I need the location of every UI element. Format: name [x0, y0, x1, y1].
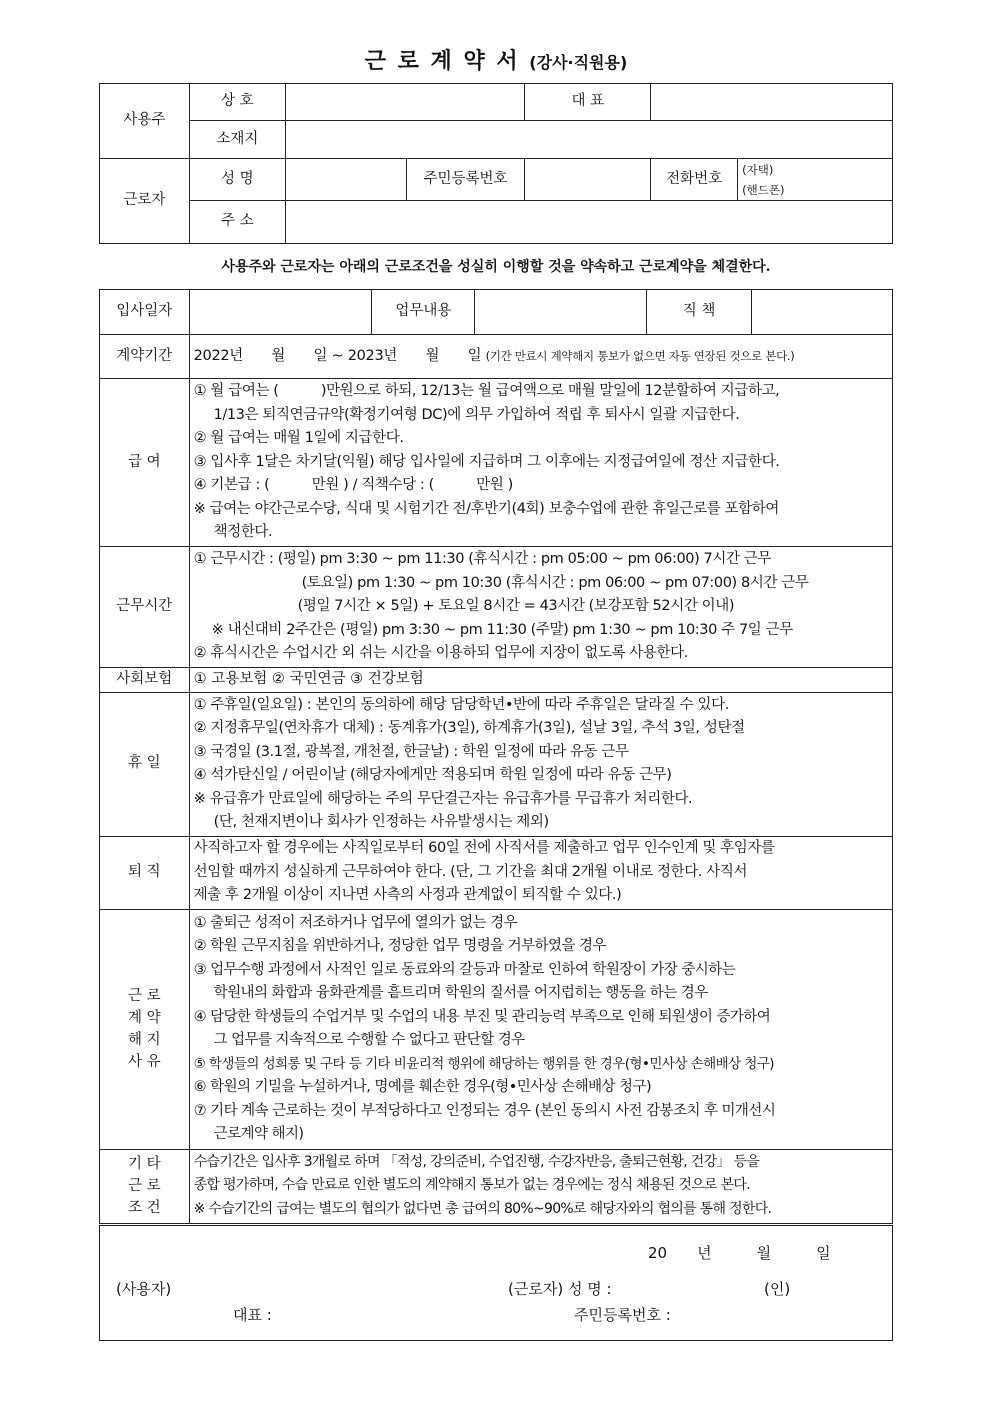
rrn-label: 주민등록번호	[406, 159, 525, 201]
pay-line: ② 월 급여는 매월 1일에 지급한다.	[193, 430, 404, 447]
signature-block	[99, 1225, 893, 1341]
resign-content	[189, 836, 892, 909]
rep-label: 대 표	[525, 84, 651, 121]
employer-rep-label[interactable]: 대표 :	[233, 1306, 272, 1324]
hours-line: ② 휴식시간은 수업시간 외 쉬는 시간을 이용하되 업무에 지장이 없도록 사용한다.	[193, 645, 688, 662]
pay-line: 책정한다.	[213, 524, 273, 541]
terms-table	[99, 289, 893, 1224]
hire-date-label: 입사일자	[100, 290, 190, 335]
termination-label-line: 사 유	[127, 1054, 161, 1070]
hours-content	[189, 547, 892, 668]
resign-line: 사직하고자 할 경우에는 사직일로부터 60일 전에 사직서를 제출하고 업무 인수인계 및 후임자를	[193, 840, 775, 857]
resign-line: 선임할 때까지 성실하게 근무하여야 한다. (단, 그 기간을 최대 2개월 이내로 정한다. 사직서	[193, 863, 748, 880]
hours-line: ① 근무시간 : (평일) pm 3:30 ~ pm 11:30 (휴식시간 : pm 05:00 ~ pm 06:00) 7시간 근무	[193, 551, 772, 568]
holidays-line: (단, 천재지변이나 회사가 인정하는 사유발생시는 제외)	[213, 814, 549, 830]
duty-label: 업무내용	[372, 290, 475, 335]
other-line: 수습기간은 입사후 3개월로 하며 「적성, 강의준비, 수업진행, 수강자반응, 출퇴근현황, 건강」 등을	[193, 1153, 760, 1170]
phone-home-label: (자택)	[742, 162, 774, 177]
employer-sign-label: (사용자)	[116, 1280, 172, 1298]
seal-mark: (인)	[764, 1280, 791, 1298]
holidays-line: ③ 국경일 (3.1절, 광복절, 개천절, 한글날) : 학원 일정에 따라 유동 근무	[193, 743, 629, 760]
period-note: (기간 만료시 계약해지 통보가 없으면 자동 연장된 것으로 본다.)	[485, 348, 795, 363]
pledge-text: 사용주와 근로자는 아래의 근로조건을 성실히 이행할 것을 약속하고 근로계약을 체결한다.	[221, 259, 771, 275]
worker-name-field[interactable]	[285, 159, 406, 201]
employer-address-label: 소재지	[189, 121, 285, 159]
worker-address-label: 주 소	[189, 201, 285, 244]
holidays-line: ② 지정휴무일(연차휴가 대체) : 동계휴가(3일), 하계휴가(3일), 설날 3일, 추석 3일, 성탄절	[193, 720, 745, 736]
title-main: 근 로 계 약 서	[364, 49, 520, 74]
termination-label-line: 해 지	[127, 1032, 161, 1048]
insurance-label: 사회보험	[100, 668, 190, 693]
pay-line: 1/13은 퇴직연금규약(확정기여형 DC)에 의무 가입하여 적립 후 퇴사시 일괄 지급한다.	[213, 406, 740, 423]
other-label-line: 근 로	[127, 1178, 161, 1194]
worker-address-field[interactable]	[285, 201, 892, 244]
other-content	[189, 1149, 892, 1223]
period-text: 2022년 월 일 ~ 2023년 월 일	[193, 347, 482, 364]
insurance-content: ① 고용보험 ② 국민연금 ③ 건강보험	[189, 668, 892, 693]
termination-line: ④ 담당한 학생들의 수업거부 및 수업의 내용 부진 및 관리능력 부족으로 인해 퇴원생이 증가하여	[193, 1008, 771, 1025]
other-label-line: 기 타	[127, 1156, 161, 1172]
resign-label: 퇴 직	[100, 836, 190, 909]
hours-line: (토요일) pm 1:30 ~ pm 10:30 (휴식시간 : pm 06:00 ~ pm 07:00) 8시간 근무	[301, 574, 809, 591]
worker-name-label: 성 명	[189, 159, 285, 201]
party-table	[99, 83, 893, 244]
holidays-line: ※ 유급휴가 만료일에 해당하는 주의 무단결근자는 유급휴가를 무급휴가 처리한다.	[193, 790, 693, 807]
holidays-content	[189, 692, 892, 836]
resign-line: 제출 후 2개월 이상이 지나면 사측의 사정과 관계없이 퇴직할 수 있다.)	[193, 887, 622, 904]
position-label: 직 책	[647, 290, 752, 335]
employer-label: 사용주	[100, 84, 190, 159]
holidays-label: 휴 일	[100, 692, 190, 836]
hours-line: (평일 7시간 × 5일) + 토요일 8시간 = 43시간 (보강포함 52시간 이내)	[297, 598, 735, 615]
termination-line: ① 출퇴근 성적이 저조하거나 업무에 열의가 없는 경우	[193, 914, 518, 931]
rep-field[interactable]	[651, 84, 893, 121]
holidays-line: ④ 석가탄신일 / 어린이날 (해당자에게만 적용되며 학원 일정에 따라 유동 근무)	[193, 767, 672, 783]
position-field[interactable]	[752, 290, 893, 335]
termination-line: ③ 업무수행 과정에서 사적인 일로 동료와의 갈등과 마찰로 인하여 학원장이 가장 중시하는	[193, 961, 736, 978]
termination-line: ⑥ 학원의 기밀을 누설하거나, 명예를 훼손한 경우(형•민사상 손해배상 청구)	[193, 1079, 652, 1095]
company-field[interactable]	[285, 84, 525, 121]
termination-line: 학원내의 화합과 융화관계를 흩트리며 학원의 질서를 어지럽히는 행동을 하는 경우	[213, 985, 708, 1001]
period-field[interactable]	[189, 335, 892, 379]
duty-field[interactable]	[475, 290, 647, 335]
pay-line: ③ 입사후 1달은 차기달(익월) 해당 입사일에 지급하며 그 이후에는 지정급여일에 정산 지급한다.	[193, 453, 780, 470]
pay-line: ① 월 급여는 ( )만원으로 하되, 12/13는 월 급여액으로 매월 말일에 12분할하여 지급하고,	[193, 383, 780, 400]
worker-label: 근로자	[100, 159, 190, 244]
termination-line: ⑦ 기타 계속 근로하는 것이 부적당하다고 인정되는 경우 (본인 동의시 사전 감봉조치 후 미개선시	[193, 1102, 776, 1119]
phone-mobile-label: (핸드폰)	[742, 182, 785, 197]
phone-field[interactable]	[738, 159, 893, 201]
termination-label-line: 근 로	[127, 988, 161, 1004]
company-label: 상 호	[189, 84, 285, 121]
phone-label: 전화번호	[651, 159, 738, 201]
termination-line: ⑤ 학생들의 성희롱 및 구타 등 기타 비윤리적 행위에 해당하는 행위를 한 경우(형•민사상 손해배상 청구)	[193, 1055, 775, 1072]
hours-line: ※ 내신대비 2주간은 (평일) pm 3:30 ~ pm 11:30 (주말) pm 1:30 ~ pm 10:30 주 7일 근무	[211, 621, 793, 638]
employer-address-field[interactable]	[285, 121, 892, 159]
pay-content	[189, 379, 892, 547]
termination-line: ② 학원 근무지침을 위반하거나, 정당한 업무 명령을 거부하였을 경우	[193, 938, 606, 954]
title-sub: (강사·직원용)	[529, 53, 628, 72]
other-label	[100, 1149, 190, 1223]
termination-line: 그 업무를 지속적으로 수행할 수 없다고 판단할 경우	[213, 1032, 525, 1048]
other-line: 종합 평가하며, 수습 만료로 인한 별도의 계약해지 통보가 없는 경우에는 정식 채용된 것으로 본다.	[193, 1177, 750, 1194]
termination-line: 근로계약 해지)	[213, 1126, 304, 1142]
worker-sign-name-label[interactable]: (근로자) 성 명 :	[508, 1280, 612, 1298]
other-label-line: 조 건	[127, 1200, 161, 1216]
holidays-line: ① 주휴일(일요일) : 본인의 동의하에 해당 담당학년•반에 따라 주휴일은 달라질 수 있다.	[193, 696, 729, 713]
hire-date-field[interactable]	[189, 290, 372, 335]
termination-content	[189, 909, 892, 1149]
period-label: 계약기간	[100, 335, 190, 379]
hours-label: 근무시간	[100, 547, 190, 668]
document-title	[0, 44, 992, 75]
signature-date[interactable]: 20 년 월 일	[648, 1244, 831, 1262]
pay-line: ④ 기본급 : ( 만원 ) / 직책수당 : ( 만원 )	[193, 477, 513, 494]
other-line: ※ 수습기간의 급여는 별도의 협의가 없다면 총 급여의 80%~90%로 해당자와의 협의를 통해 정한다.	[193, 1200, 772, 1217]
pay-label: 급 여	[100, 379, 190, 547]
pay-line: ※ 급여는 야간근로수당, 식대 및 시험기간 전/후반기(4회) 보충수업에 관한 휴일근로를 포함하여	[193, 500, 779, 517]
rrn-field[interactable]	[525, 159, 651, 201]
termination-label	[100, 909, 190, 1149]
termination-label-line: 계 약	[127, 1010, 161, 1026]
worker-rrn-label[interactable]: 주민등록번호 :	[574, 1306, 671, 1324]
